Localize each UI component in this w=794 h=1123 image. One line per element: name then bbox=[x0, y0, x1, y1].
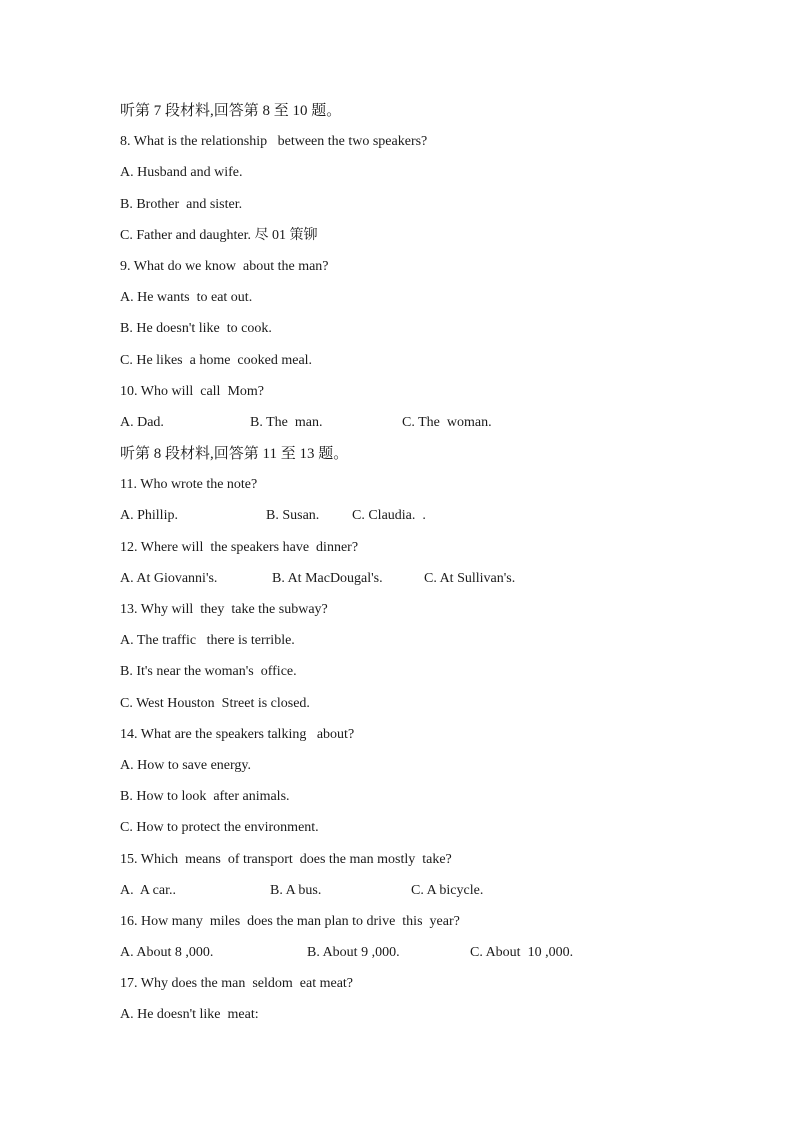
question-line: 8. What is the relationship between the two speakers? bbox=[120, 134, 428, 150]
question-line: B. How to look after animals. bbox=[120, 789, 290, 805]
answer-option: A. Phillip. bbox=[120, 508, 178, 524]
question-line: 11. Who wrote the note? bbox=[120, 477, 258, 493]
option-row bbox=[120, 410, 740, 441]
option-row bbox=[120, 566, 740, 597]
question-line: A. He doesn't like meat: bbox=[120, 1007, 259, 1023]
question-line: C. He likes a home cooked meal. bbox=[120, 352, 313, 368]
question-line: A. The traffic there is terrible. bbox=[120, 633, 295, 649]
option-row bbox=[120, 940, 740, 971]
answer-option: B. At MacDougal's. bbox=[272, 570, 383, 586]
answer-option: C. Claudia. . bbox=[352, 508, 426, 524]
section-heading: 听第 7 段材料,回答第 8 至 10 题。 bbox=[120, 103, 342, 119]
question-line: A. Husband and wife. bbox=[120, 165, 243, 181]
option-row bbox=[120, 503, 740, 534]
question-line: C. West Houston Street is closed. bbox=[120, 695, 310, 711]
question-line: C. How to protect the environment. bbox=[120, 820, 319, 836]
answer-option: C. At Sullivan's. bbox=[424, 570, 516, 586]
answer-option: A. A car.. bbox=[120, 882, 176, 898]
answer-option: A. About 8 ,000. bbox=[120, 945, 214, 961]
answer-option: C. A bicycle. bbox=[411, 882, 484, 898]
document-page bbox=[120, 98, 740, 1034]
question-line: 15. Which means of transport does the man mostly take? bbox=[120, 851, 452, 867]
answer-option: A. At Giovanni's. bbox=[120, 570, 218, 586]
question-line: C. Father and daughter. 尽 01 策铆 bbox=[120, 227, 318, 243]
question-line: 12. Where will the speakers have dinner? bbox=[120, 539, 359, 555]
answer-option: B. About 9 ,000. bbox=[307, 945, 400, 961]
answer-option: A. Dad. bbox=[120, 414, 164, 430]
question-line: A. He wants to eat out. bbox=[120, 290, 253, 306]
option-row bbox=[120, 878, 740, 909]
answer-option: C. The woman. bbox=[402, 414, 492, 430]
question-line: 14. What are the speakers talking about? bbox=[120, 726, 355, 742]
answer-option: B. Susan. bbox=[266, 508, 320, 524]
answer-option: B. A bus. bbox=[270, 882, 322, 898]
answer-option: B. The man. bbox=[250, 414, 323, 430]
question-line: A. How to save energy. bbox=[120, 757, 252, 773]
answer-option: C. About 10 ,000. bbox=[470, 945, 574, 961]
section-heading: 听第 8 段材料,回答第 11 至 13 题。 bbox=[120, 446, 349, 463]
question-line: 9. What do we know about the man? bbox=[120, 258, 329, 274]
question-line: B. It's near the woman's office. bbox=[120, 664, 297, 680]
question-line: B. Brother and sister. bbox=[120, 196, 243, 212]
question-line: 17. Why does the man seldom eat meat? bbox=[120, 976, 354, 992]
question-line: B. He doesn't like to cook. bbox=[120, 321, 272, 337]
question-line: 16. How many miles does the man plan to drive this year? bbox=[120, 913, 460, 929]
question-line: 13. Why will they take the subway? bbox=[120, 602, 328, 617]
question-line: 10. Who will call Mom? bbox=[120, 383, 264, 399]
